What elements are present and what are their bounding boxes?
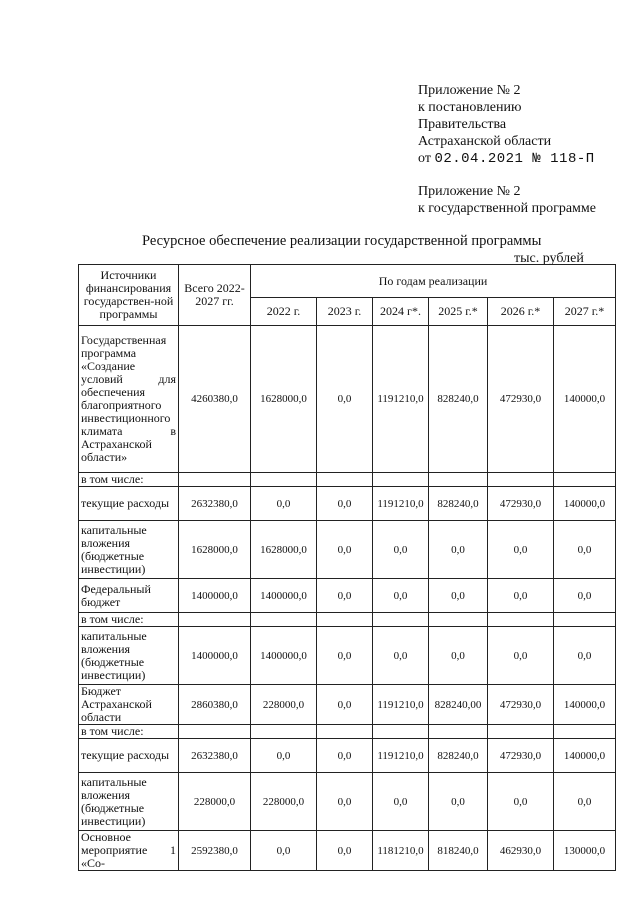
header-year: 2027 г.*: [554, 298, 616, 326]
value-cell: 0,0: [488, 773, 554, 831]
appendix-title: Приложение № 2: [418, 184, 521, 199]
table-row: [79, 773, 616, 831]
value-cell: 2592380,0: [179, 831, 251, 871]
value-cell: 0,0: [317, 326, 373, 473]
value-cell: 0,0: [373, 579, 429, 613]
value-cell: 0,0: [373, 521, 429, 579]
value-cell: 0,0: [251, 831, 317, 871]
value-cell: 0,0: [429, 627, 488, 685]
value-cell: 472930,0: [488, 739, 554, 773]
header-total: Всего 2022-2027 гг.: [179, 265, 251, 326]
table-row: [79, 326, 616, 473]
value-cell: 0,0: [488, 579, 554, 613]
value-cell: 228000,0: [251, 685, 317, 725]
value-cell: [429, 613, 488, 627]
value-cell: 0,0: [554, 773, 616, 831]
table-row: [79, 579, 616, 613]
appendix-date-line: [418, 150, 595, 168]
value-cell: 0,0: [373, 773, 429, 831]
row-label: текущие расходы: [79, 739, 179, 773]
appendix-title: Приложение № 2: [418, 83, 521, 98]
value-cell: 228000,0: [179, 773, 251, 831]
row-label: Федеральный бюджет: [79, 579, 179, 613]
value-cell: [179, 613, 251, 627]
value-cell: [317, 473, 373, 487]
value-cell: 1191210,0: [373, 685, 429, 725]
table-row: [79, 739, 616, 773]
value-cell: [554, 725, 616, 739]
resource-table: [78, 264, 616, 871]
value-cell: 0,0: [429, 521, 488, 579]
value-cell: 130000,0: [554, 831, 616, 871]
appendix-line: Астраханской области: [418, 134, 552, 149]
value-cell: [488, 473, 554, 487]
header-year: 2022 г.: [251, 298, 317, 326]
value-cell: 0,0: [317, 773, 373, 831]
value-cell: 462930,0: [488, 831, 554, 871]
value-cell: 1181210,0: [373, 831, 429, 871]
value-cell: 1400000,0: [179, 627, 251, 685]
value-cell: 0,0: [373, 627, 429, 685]
document-title: Ресурсное обеспечение реализации государственной программы: [142, 233, 542, 249]
row-label: Бюджет Астраханской области: [79, 685, 179, 725]
value-cell: 0,0: [317, 521, 373, 579]
value-cell: [554, 473, 616, 487]
value-cell: [251, 613, 317, 627]
value-cell: 0,0: [317, 739, 373, 773]
header-year: 2026 г.*: [488, 298, 554, 326]
value-cell: [373, 725, 429, 739]
row-label: Основное мероприятие 1 «Со-: [79, 831, 179, 871]
appendix-block-resolution: [418, 82, 595, 168]
table-row: [79, 487, 616, 521]
value-cell: [317, 725, 373, 739]
header-by-years: По годам реализации: [251, 265, 616, 298]
value-cell: [429, 473, 488, 487]
row-label: в том числе:: [79, 725, 179, 739]
value-cell: 228000,0: [251, 773, 317, 831]
table-row: [79, 473, 616, 487]
value-cell: 1628000,0: [251, 521, 317, 579]
row-label: в том числе:: [79, 613, 179, 627]
value-cell: 0,0: [429, 579, 488, 613]
value-cell: 1400000,0: [251, 627, 317, 685]
value-cell: [317, 613, 373, 627]
value-cell: 1628000,0: [179, 521, 251, 579]
value-cell: 1628000,0: [251, 326, 317, 473]
table-row: [79, 831, 616, 871]
value-cell: 0,0: [554, 521, 616, 579]
resolution-date-number: 02.04.2021 № 118-П: [434, 151, 595, 167]
row-label: капитальные вложения (бюджетные инвестиции): [79, 627, 179, 685]
row-label: Государственная программа «Создание условий для обеспечения благоприятного инвестиционного климата в Астраханской области»: [79, 326, 179, 473]
value-cell: 472930,0: [488, 326, 554, 473]
value-cell: 472930,0: [488, 685, 554, 725]
value-cell: [251, 725, 317, 739]
value-cell: 2632380,0: [179, 487, 251, 521]
value-cell: [373, 613, 429, 627]
value-cell: 0,0: [251, 739, 317, 773]
row-label: капитальные вложения (бюджетные инвестиции): [79, 521, 179, 579]
value-cell: [179, 725, 251, 739]
value-cell: 2632380,0: [179, 739, 251, 773]
value-cell: 828240,0: [429, 487, 488, 521]
appendix-line: к государственной программе: [418, 201, 596, 216]
value-cell: 1191210,0: [373, 326, 429, 473]
value-cell: 1191210,0: [373, 487, 429, 521]
header-year: 2024 г*.: [373, 298, 429, 326]
header-year: 2025 г.*: [429, 298, 488, 326]
row-label: текущие расходы: [79, 487, 179, 521]
table-body: [79, 265, 616, 871]
value-cell: [179, 473, 251, 487]
value-cell: 0,0: [317, 487, 373, 521]
header-year: 2023 г.: [317, 298, 373, 326]
value-cell: 1400000,0: [251, 579, 317, 613]
value-cell: 0,0: [317, 685, 373, 725]
value-cell: 4260380,0: [179, 326, 251, 473]
value-cell: 140000,0: [554, 685, 616, 725]
value-cell: [488, 725, 554, 739]
value-cell: [373, 473, 429, 487]
value-cell: 0,0: [429, 773, 488, 831]
value-cell: 140000,0: [554, 739, 616, 773]
appendix-block-program: [418, 183, 596, 217]
header-source: Источники финансирования государствен-ной программы: [79, 265, 179, 326]
appendix-line: к постановлению: [418, 100, 522, 115]
value-cell: 0,0: [554, 579, 616, 613]
value-cell: [554, 613, 616, 627]
value-cell: 472930,0: [488, 487, 554, 521]
table-row: [79, 627, 616, 685]
value-cell: 0,0: [488, 627, 554, 685]
value-cell: 818240,0: [429, 831, 488, 871]
value-cell: 828240,0: [429, 739, 488, 773]
value-cell: 828240,0: [429, 326, 488, 473]
value-cell: [488, 613, 554, 627]
value-cell: 828240,00: [429, 685, 488, 725]
value-cell: 0,0: [317, 627, 373, 685]
value-cell: 140000,0: [554, 487, 616, 521]
value-cell: [251, 473, 317, 487]
table-row: [79, 685, 616, 725]
value-cell: 0,0: [554, 627, 616, 685]
value-cell: 0,0: [251, 487, 317, 521]
value-cell: 2860380,0: [179, 685, 251, 725]
appendix-line: Правительства: [418, 117, 507, 132]
value-cell: 0,0: [317, 579, 373, 613]
table-row: [79, 521, 616, 579]
value-cell: 0,0: [317, 831, 373, 871]
value-cell: 140000,0: [554, 326, 616, 473]
table-header-row: [79, 265, 616, 298]
date-prefix: от: [418, 151, 431, 166]
value-cell: 1191210,0: [373, 739, 429, 773]
table-row: [79, 613, 616, 627]
value-cell: [429, 725, 488, 739]
table-row: [79, 725, 616, 739]
value-cell: 0,0: [488, 521, 554, 579]
units-label: тыс. рублей: [514, 251, 584, 266]
value-cell: 1400000,0: [179, 579, 251, 613]
row-label: капитальные вложения (бюджетные инвестиции): [79, 773, 179, 831]
row-label: в том числе:: [79, 473, 179, 487]
